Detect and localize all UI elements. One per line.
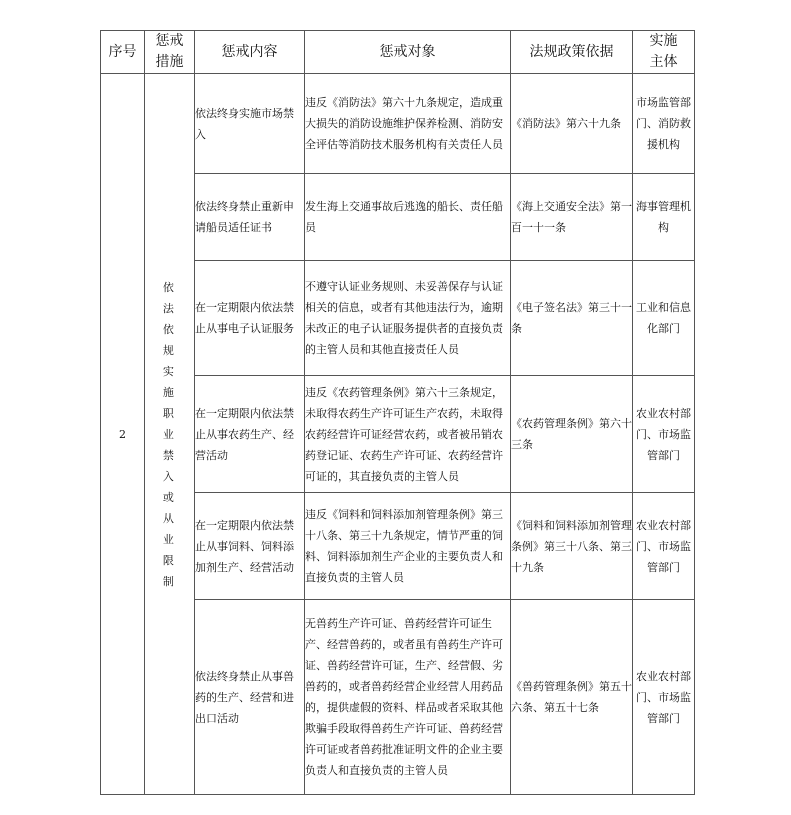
basis-cell: 《兽药管理条例》第五十六条、第五十七条: [511, 600, 633, 795]
measure-text: 依法依规实施职业禁入或从业限制: [162, 280, 174, 588]
subject-cell: 工业和信息化部门: [633, 261, 695, 376]
table-row: [101, 74, 695, 174]
seq-cell: 2: [101, 74, 145, 795]
content-cell: 依法终身实施市场禁入: [195, 74, 305, 174]
basis-cell: 《饲料和饲料添加剂管理条例》第三十八条、第三十九条: [511, 493, 633, 600]
header-basis: 法规政策依据: [511, 31, 633, 74]
subject-cell: 市场监管部门、消防救援机构: [633, 74, 695, 174]
content-cell: 依法终身禁止重新申请船员适任证书: [195, 174, 305, 261]
target-cell: 无兽药生产许可证、兽药经营许可证生产、经营兽药的，或者虽有兽药生产许可证、兽药经营许可证，生产、经营假、劣兽药的，或者兽药经营企业经营人用药品的，提供虚假的资料、样品或者采取其他欺骗手段取得兽药生产许可证、兽药经营许可证或者兽药批准证明文件的企业主要负责人和直接负责的主管人员: [305, 600, 511, 795]
header-measure: [145, 31, 195, 74]
subject-cell: 农业农村部门、市场监管部门: [633, 600, 695, 795]
target-cell: 发生海上交通事故后逃逸的船长、责任船员: [305, 174, 511, 261]
subject-cell: 海事管理机构: [633, 174, 695, 261]
subject-cell: 农业农村部门、市场监管部门: [633, 376, 695, 493]
basis-cell: 《海上交通安全法》第一百一十一条: [511, 174, 633, 261]
subject-cell: 农业农村部门、市场监管部门: [633, 493, 695, 600]
header-row: [101, 31, 695, 74]
penalty-table: [100, 30, 695, 795]
header-subject: [633, 31, 695, 74]
target-cell: 不遵守认证业务规则、未妥善保存与认证相关的信息，或者有其他违法行为，逾期未改正的电子认证服务提供者的直接负责的主管人员和其他直接责任人员: [305, 261, 511, 376]
header-subject-label: 实施主体: [649, 33, 678, 70]
basis-cell: 《农药管理条例》第六十三条: [511, 376, 633, 493]
content-cell: 在一定期限内依法禁止从事电子认证服务: [195, 261, 305, 376]
basis-cell: 《电子签名法》第三十一条: [511, 261, 633, 376]
header-content: 惩戒内容: [195, 31, 305, 74]
target-cell: 违反《饲料和饲料添加剂管理条例》第三十八条、第三十九条规定，情节严重的饲料、饲料添加剂生产企业的主要负责人和直接负责的主管人员: [305, 493, 511, 600]
target-cell: 违反《消防法》第六十九条规定，造成重大损失的消防设施维护保养检测、消防安全评估等消防技术服务机构有关责任人员: [305, 74, 511, 174]
header-target: 惩戒对象: [305, 31, 511, 74]
header-measure-label: 惩戒措施: [155, 33, 184, 70]
basis-cell: 《消防法》第六十九条: [511, 74, 633, 174]
target-cell: 违反《农药管理条例》第六十三条规定，未取得农药生产许可证生产农药，未取得农药经营许可证经营农药，或者被吊销农药登记证、农药生产许可证、农药经营许可证的，其直接负责的主管人员: [305, 376, 511, 493]
content-cell: 在一定期限内依法禁止从事饲料、饲料添加剂生产、经营活动: [195, 493, 305, 600]
content-cell: 依法终身禁止从事兽药的生产、经营和进出口活动: [195, 600, 305, 795]
content-cell: 在一定期限内依法禁止从事农药生产、经营活动: [195, 376, 305, 493]
measure-cell: [145, 74, 195, 795]
header-seq: 序号: [101, 31, 145, 74]
